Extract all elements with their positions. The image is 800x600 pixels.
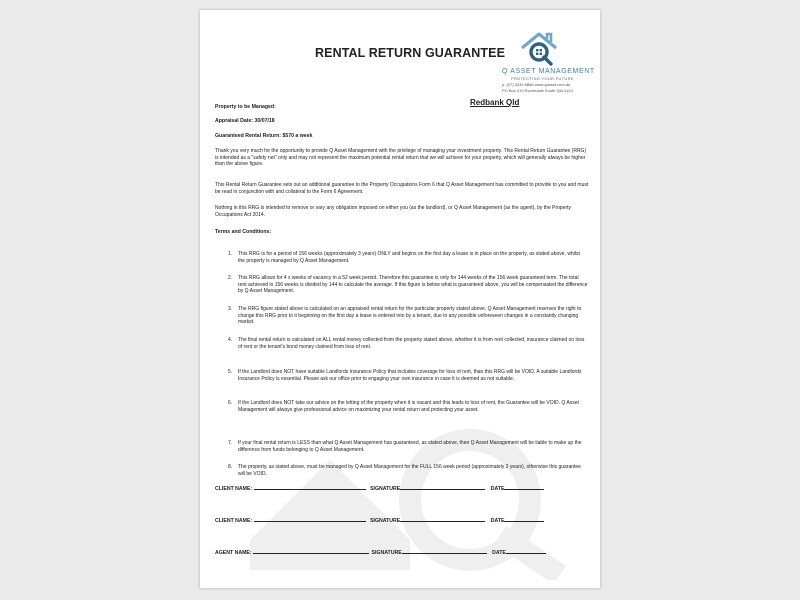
date-field[interactable] xyxy=(504,484,544,490)
term-number: 4. xyxy=(228,337,233,343)
term-text: If the Landlord does NOT take our advice on the letting of the property when it is vacant and this leads to loss of rent, the Guarantee will be VOID. Q Asset Management will always give professional advice on maximizing your rental return and protecting your asset. xyxy=(238,400,579,413)
signature-label: SIGNATURE xyxy=(371,550,402,556)
property-value: Redbank Qld xyxy=(470,98,520,107)
agent-signature-row xyxy=(215,548,546,556)
house-logo-icon xyxy=(518,30,560,68)
client-name-field[interactable] xyxy=(254,484,366,490)
agent-name-field[interactable] xyxy=(253,548,369,554)
term-number: 2. xyxy=(228,275,233,281)
guaranteed-return: Guaranteed Rental Return: $570 a week xyxy=(215,133,313,139)
date-label: DATE xyxy=(490,486,505,492)
term-number: 5. xyxy=(228,369,233,375)
date-label: DATE xyxy=(492,550,506,556)
obligations-paragraph: Nothing in this RRG is intended to remove or vary any obligation imposed on either you (as the landlord), or Q Asset Management (as the agent), by the Property Occupations Act 2014. xyxy=(215,205,572,218)
signature-field[interactable] xyxy=(400,516,485,522)
company-tagline: PROTECTING YOUR FUTURE xyxy=(511,76,574,81)
date-field[interactable] xyxy=(504,516,544,522)
term-text: This RRG is for a period of 156 weeks (approximately 3 years) ONLY and begins on the first day a lease is in place on the property, as stated above, whilst the property is managed by Q Asset Management. xyxy=(238,251,580,264)
date-label: DATE xyxy=(490,518,505,524)
date-field[interactable] xyxy=(506,548,546,554)
company-contact-phone-web: p. (07) 3249 8888 www.qasset.com.au xyxy=(502,82,571,87)
property-label: Property to be Managed: xyxy=(215,104,276,110)
client-signature-row-1 xyxy=(215,484,544,492)
term-text: If your final rental return is LESS than what Q Asset Management has guaranteed, as stated above, then Q Asset Management will be liable to make up the difference from funds belonging to Q Asset Management. xyxy=(238,440,582,453)
term-number: 1. xyxy=(228,251,233,257)
company-contact-address: PO Box 219 Rochedale South Qld 4123 xyxy=(502,88,573,93)
client-signature-row-2 xyxy=(215,516,544,524)
client-name-field[interactable] xyxy=(254,516,366,522)
signature-label: SIGNATURE xyxy=(370,518,401,524)
agent-name-label: AGENT NAME: xyxy=(215,550,252,556)
signature-field[interactable] xyxy=(402,548,487,554)
term-number: 6. xyxy=(228,400,233,406)
term-text: This RRG allows for 4 x weeks of vacancy in a 52 week period. Therefore this guarantee is only for 144 weeks of the 156 week guaranteed term. The total rent achieved in 156 weeks is divided by 144 to calculate the average. If this figure is below what is guaranteed above, you will be compensated the difference by Q Asset Management. xyxy=(238,275,588,295)
term-text: The property, as stated above, must be managed by Q Asset Management for the FULL 156 week period (approximately 3 years), otherwise this guarantee will be VOID. xyxy=(238,464,581,477)
appraisal-date: Appraisal Date: 30/07/18 xyxy=(215,118,275,124)
signature-field[interactable] xyxy=(400,484,485,490)
term-text: The final rental return is calculated on ALL rental money collected from the property stated above, whether it is from rent collected, insurance claimed on loss of rent or the tenant's bond money claimed from loss of rent. xyxy=(238,337,585,350)
document-page xyxy=(200,10,600,588)
signature-label: SIGNATURE xyxy=(370,486,401,492)
form6-paragraph: This Rental Return Guarantee sets out an additional guarantee to the Property Occupations Form 6 that Q Asset Management has committed to provide to you and must be read in conjunction with and collateral to the Form 6 Agreement. xyxy=(215,182,589,195)
term-number: 3. xyxy=(228,306,233,312)
term-text: If the Landlord does NOT have suitable Landlords Insurance Policy that includes coverage for loss of rent, than this RRG will be VOID. A suitable Landlords Insurance Policy is essential. Please ask our office prior to engaging your own insurance in case it is deemed as not suitable. xyxy=(238,369,582,382)
terms-heading: Terms and Conditions: xyxy=(215,229,272,235)
term-number: 8. xyxy=(228,464,233,470)
term-text: The RRG figure stated above is calculated on an appraised rental return for the particular property stated above. Q Asset Management reserves the right to change this RRG prior to it beginning on the first day a lease is entered into by a tenant, due to any possible unforeseen changes in a constantly changing market. xyxy=(238,306,582,326)
client-name-label: CLIENT NAME: xyxy=(215,486,253,492)
term-number: 7. xyxy=(228,440,233,446)
client-name-label: CLIENT NAME: xyxy=(215,518,253,524)
intro-paragraph: Thank you very much for the opportunity to provide Q Asset Management with the privilege of managing your investment property. This Rental Return Guarantee (RRG) is intended as a "safety net" only and may not represent the maximum potential rental return that we will achieve for your property, which will generally always be higher than the above figure. xyxy=(215,148,587,168)
company-name: Q ASSET MANAGEMENT xyxy=(502,68,595,75)
document-title: RENTAL RETURN GUARANTEE xyxy=(315,46,506,60)
